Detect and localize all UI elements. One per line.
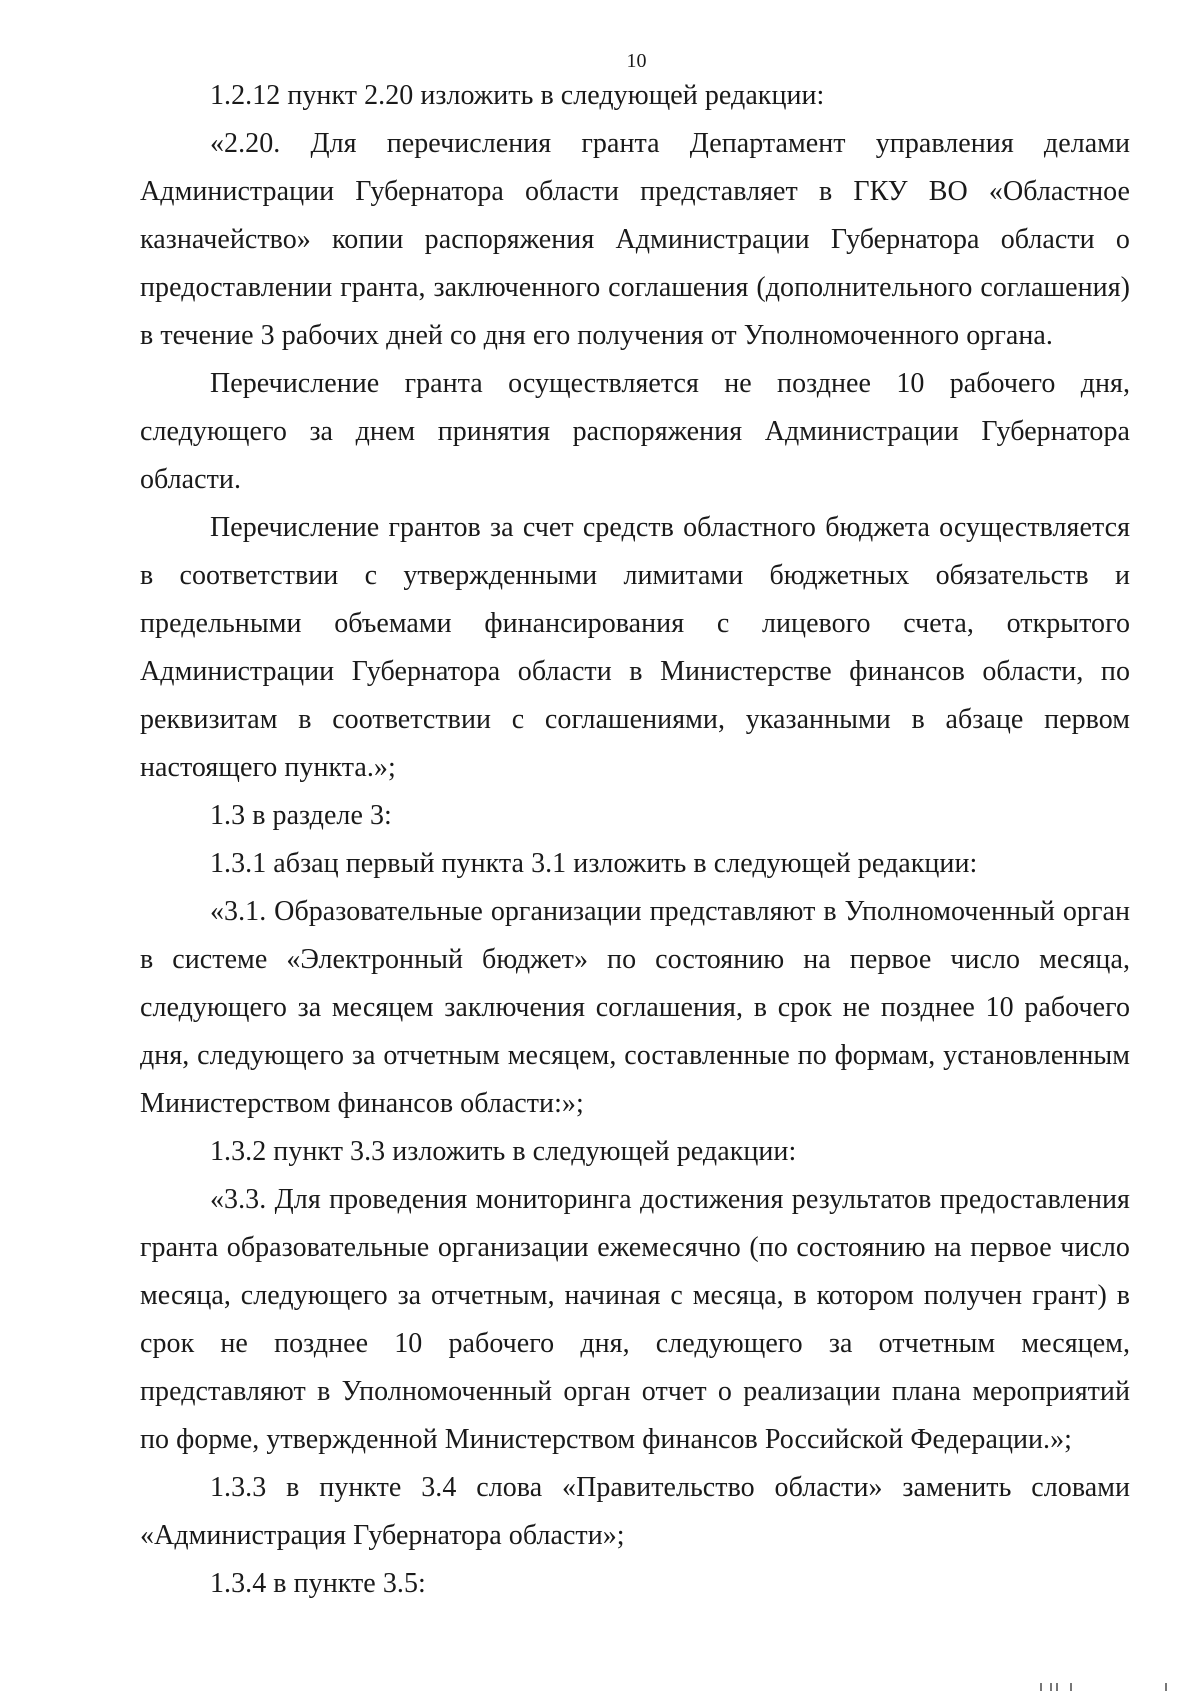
page-number: 10 (626, 50, 647, 72)
scan-artifact-mark (1050, 1683, 1052, 1691)
document-body (140, 72, 1130, 1608)
paragraph-3-1-text: «3.1. Образовательные организации представляют в Уполномоченный орган в системе «Электронный бюджет» по состоянию на первое число месяца, следующего за месяцем заключения соглашения, в срок не позднее 10 рабочего дня, следующего за отчетным месяцем, составленные по формам, установленным Министерством финансов области:»; (140, 896, 1130, 1119)
paragraph-grant-transfer-limits: Перечисление грантов за счет средств областного бюджета осуществляется в соответствии с утвержденными лимитами бюджетных обязательств и предельными объемами финансирования с лицевого счета, открытого Администрации Губернатора области в Министерстве финансов области, по реквизитам в соответствии с соглашениями, указанными в абзаце первом настоящего пункта.»; (140, 512, 1130, 783)
scan-artifact-mark (1165, 1683, 1167, 1691)
paragraph-grant-transfer-deadline: Перечисление гранта осуществляется не позднее 10 рабочего дня, следующего за днем принятия распоряжения Администрации Губернатора области. (140, 368, 1130, 495)
paragraph-1-2-12: 1.2.12 пункт 2.20 изложить в следующей редакции: (210, 80, 825, 111)
paragraph-1-3: 1.3 в разделе 3: (210, 800, 392, 831)
paragraph-1-3-4: 1.3.4 в пункте 3.5: (210, 1568, 426, 1599)
paragraph-3-3-text: «3.3. Для проведения мониторинга достижения результатов предоставления гранта образовательные организации ежемесячно (по состоянию на первое число месяца, следующего за отчетным, начиная с месяца, в котором получен грант) в срок не позднее 10 рабочего дня, следующего за отчетным месяцем, представляют в Уполномоченный орган отчет о реализации плана мероприятий по форме, утвержденной Министерством финансов Российской Федерации.»; (140, 1184, 1130, 1455)
scan-artifact-mark (1070, 1683, 1072, 1691)
paragraph-1-3-3: 1.3.3 в пункте 3.4 слова «Правительство области» заменить словами «Администрация Губернатора области»; (140, 1472, 1130, 1551)
paragraph-1-3-1: 1.3.1 абзац первый пункта 3.1 изложить в следующей редакции: (210, 848, 978, 879)
scan-artifact-mark (1056, 1683, 1058, 1691)
paragraph-2-20-text: «2.20. Для перечисления гранта Департамент управления делами Администрации Губернатора области представляет в ГКУ ВО «Областное казначейство» копии распоряжения Администрации Губернатора области о предоставлении гранта, заключенного соглашения (дополнительного соглашения) в течение 3 рабочих дней со дня его получения от Уполномоченного органа. (140, 128, 1130, 351)
scan-artifact-mark (1040, 1683, 1042, 1691)
paragraph-1-3-2: 1.3.2 пункт 3.3 изложить в следующей редакции: (210, 1136, 797, 1167)
